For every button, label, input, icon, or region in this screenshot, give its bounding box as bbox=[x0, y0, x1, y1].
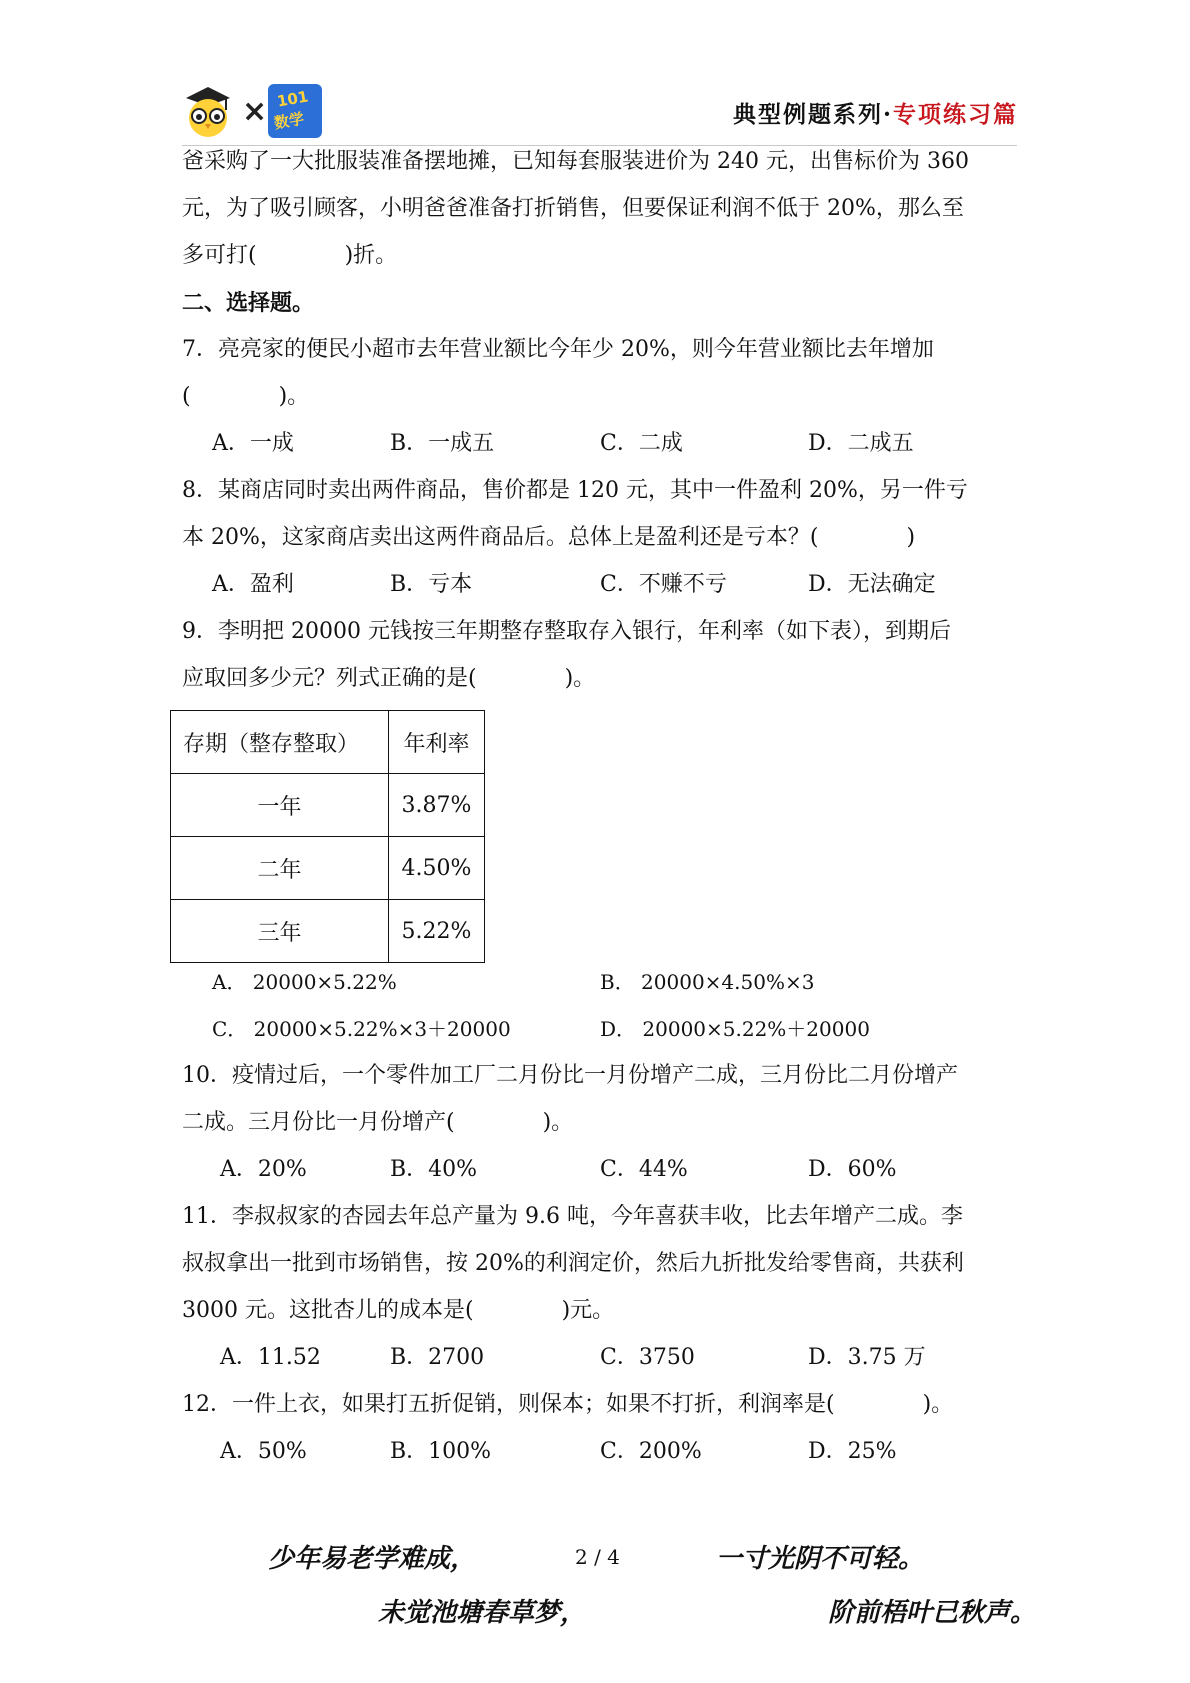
q9-option-d: D． 20000×5.22%＋20000 bbox=[600, 1017, 870, 1041]
series-title bbox=[733, 96, 1018, 129]
q12-option-b: B．100% bbox=[390, 1439, 492, 1464]
footer-poem-line-3: 未觉池塘春草梦， bbox=[378, 1598, 587, 1628]
intro-line-1: 爸采购了一大批服装准备摆地摊，已知每套服装进价为 240 元，出售标价为 360 bbox=[182, 149, 969, 174]
logo-101-text: 101 bbox=[275, 87, 310, 111]
q10-option-c: C．44% bbox=[600, 1157, 688, 1182]
table-row bbox=[171, 774, 485, 837]
q12-option-d: D．25% bbox=[808, 1439, 897, 1464]
q11-line-1: 11．李叔叔家的杏园去年总产量为 9.6 吨，今年喜获丰收，比去年增产二成。李 bbox=[182, 1204, 963, 1229]
owl-logo-icon bbox=[182, 84, 234, 138]
q11-line-3: 3000 元。这批杏儿的成本是( )元。 bbox=[182, 1298, 615, 1323]
table-header-row bbox=[171, 711, 485, 774]
logo-math-text: 数学 bbox=[272, 109, 306, 133]
section-title: 二、选择题。 bbox=[182, 290, 315, 316]
footer-poem-line-4: 阶前梧叶已秋声。 bbox=[828, 1598, 1037, 1628]
q12-option-c: C．200% bbox=[600, 1439, 702, 1464]
q8-option-b: B．亏本 bbox=[390, 572, 473, 597]
q11-option-c: C．3750 bbox=[600, 1345, 695, 1370]
table-cell-term: 三年 bbox=[171, 900, 389, 963]
q11-option-b: B．2700 bbox=[390, 1345, 485, 1370]
table-cell-rate: 4.50% bbox=[389, 837, 485, 900]
q9-line-1: 9．李明把 20000 元钱按三年期整存整取存入银行，年利率（如下表），到期后 bbox=[182, 619, 951, 644]
q9-option-b: B． 20000×4.50%×3 bbox=[600, 970, 815, 994]
q10-option-b: B．40% bbox=[390, 1157, 478, 1182]
q9-option-a: A． 20000×5.22% bbox=[212, 970, 397, 994]
table-header-rate: 年利率 bbox=[389, 711, 485, 774]
math101-logo bbox=[268, 84, 322, 138]
q9-line-2: 应取回多少元？列式正确的是( )。 bbox=[182, 666, 596, 691]
q7-option-c: C．二成 bbox=[600, 431, 683, 456]
q8-line-1: 8．某商店同时卖出两件商品，售价都是 120 元，其中一件盈利 20%，另一件亏 bbox=[182, 478, 968, 503]
q11-line-2: 叔叔拿出一批到市场销售，按 20%的利润定价，然后九折批发给零售商，共获利 bbox=[182, 1251, 964, 1276]
q7-option-d: D．二成五 bbox=[808, 431, 914, 456]
q10-line-2: 二成。三月份比一月份增产( )。 bbox=[182, 1110, 574, 1135]
footer-poem-line-1: 少年易老学难成， bbox=[268, 1544, 477, 1574]
intro-line-3: 多可打( )折。 bbox=[182, 243, 398, 268]
q11-option-a: A．11.52 bbox=[220, 1345, 321, 1370]
logo-separator: × bbox=[242, 94, 268, 129]
q10-option-a: A．20% bbox=[220, 1157, 307, 1182]
q7-option-b: B．一成五 bbox=[390, 431, 495, 456]
q10-line-1: 10．疫情过后，一个零件加工厂二月份比一月份增产二成，三月份比二月份增产 bbox=[182, 1063, 958, 1088]
q9-option-c: C． 20000×5.22%×3＋20000 bbox=[212, 1017, 511, 1041]
table-row bbox=[171, 900, 485, 963]
q10-option-d: D．60% bbox=[808, 1157, 897, 1182]
series-title-main: 典型例题系列· bbox=[732, 101, 893, 128]
q8-option-a: A．盈利 bbox=[212, 572, 294, 597]
q12-line-1: 12．一件上衣，如果打五折促销，则保本；如果不打折，利润率是( )。 bbox=[182, 1392, 954, 1417]
table-cell-rate: 3.87% bbox=[389, 774, 485, 837]
q8-line-2: 本 20%，这家商店卖出这两件商品后。总体上是盈利还是亏本？( ) bbox=[182, 525, 916, 550]
footer-poem-line-2: 一寸光阴不可轻。 bbox=[716, 1544, 925, 1574]
q8-option-d: D．无法确定 bbox=[808, 572, 936, 597]
table-cell-term: 二年 bbox=[171, 837, 389, 900]
interest-rate-table bbox=[170, 710, 485, 963]
header-divider bbox=[182, 145, 1017, 146]
q7-line-2: ( )。 bbox=[182, 384, 310, 409]
q7-option-a: A．一成 bbox=[212, 431, 294, 456]
intro-line-2: 元，为了吸引顾客，小明爸爸准备打折销售，但要保证利润不低于 20%，那么至 bbox=[182, 196, 964, 221]
q11-option-d: D．3.75 万 bbox=[808, 1345, 926, 1370]
table-cell-rate: 5.22% bbox=[389, 900, 485, 963]
series-title-sub: 专项练习篇 bbox=[893, 101, 1018, 128]
q12-option-a: A．50% bbox=[220, 1439, 307, 1464]
table-cell-term: 一年 bbox=[171, 774, 389, 837]
q7-line-1: 7．亮亮家的便民小超市去年营业额比今年少 20%，则今年营业额比去年增加 bbox=[182, 337, 934, 362]
q8-option-c: C．不赚不亏 bbox=[600, 572, 727, 597]
page-number: 2 / 4 bbox=[575, 1545, 620, 1569]
table-header-term: 存期（整存整取） bbox=[171, 711, 389, 774]
table-row bbox=[171, 837, 485, 900]
